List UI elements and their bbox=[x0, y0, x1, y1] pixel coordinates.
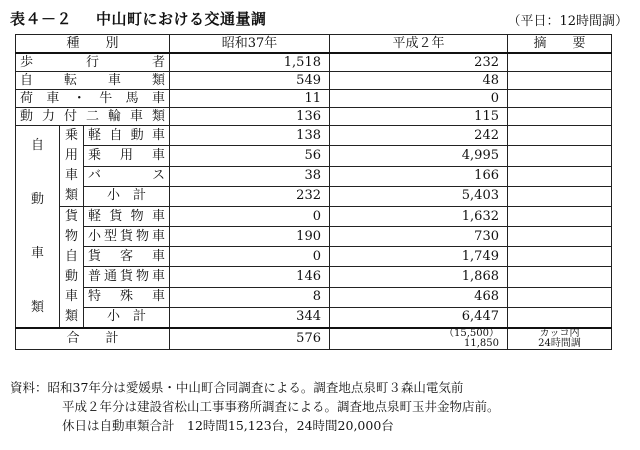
remarks-cell bbox=[508, 207, 612, 227]
row-label: 小 計 bbox=[84, 307, 170, 328]
value-heisei2: 232 bbox=[330, 53, 508, 72]
value-showa37: 136 bbox=[170, 108, 330, 126]
row-label: 軽貨物車 bbox=[84, 207, 170, 227]
total-heisei2 bbox=[330, 328, 508, 350]
row-label: 普通貨物車 bbox=[84, 267, 170, 287]
row-label: バス bbox=[84, 166, 170, 186]
total-row bbox=[16, 328, 612, 350]
total-label: 合 計 bbox=[16, 328, 170, 350]
table-row bbox=[16, 247, 612, 267]
value-heisei2: 1,868 bbox=[330, 267, 508, 287]
total-heisei2-12h: 11,850 bbox=[464, 338, 499, 349]
remarks-cell bbox=[508, 227, 612, 247]
value-heisei2: 730 bbox=[330, 227, 508, 247]
value-heisei2: 242 bbox=[330, 126, 508, 146]
table-row bbox=[16, 227, 612, 247]
row-label: 乗用車 bbox=[84, 146, 170, 166]
value-heisei2: 1,632 bbox=[330, 207, 508, 227]
value-heisei2: 6,447 bbox=[330, 307, 508, 328]
table-row bbox=[16, 126, 612, 146]
traffic-table bbox=[15, 34, 612, 350]
remarks-cell bbox=[508, 307, 612, 328]
remarks-cell bbox=[508, 126, 612, 146]
value-showa37: 8 bbox=[170, 287, 330, 307]
remarks-24h: 24時間調 bbox=[538, 338, 581, 349]
value-showa37: 38 bbox=[170, 166, 330, 186]
source-line-2: 平成２年分は建設省松山工事事務所調査による。調査地点泉町玉井金物店前。 bbox=[62, 399, 500, 414]
group-passenger-label: 乗 用 車 類 bbox=[60, 126, 84, 207]
survey-note: （平日：12時間調） bbox=[507, 14, 628, 29]
remarks-cell bbox=[508, 186, 612, 206]
row-label: 小 計 bbox=[84, 186, 170, 206]
value-showa37: 146 bbox=[170, 267, 330, 287]
row-label: 貨客車 bbox=[84, 247, 170, 267]
remarks-paren: カッコ内 bbox=[539, 328, 580, 339]
table-number: 表４－２ bbox=[10, 10, 73, 28]
table-row bbox=[16, 287, 612, 307]
remarks-cell bbox=[508, 166, 612, 186]
value-heisei2: 5,403 bbox=[330, 186, 508, 206]
value-showa37: 138 bbox=[170, 126, 330, 146]
remarks-cell bbox=[508, 247, 612, 267]
remarks-cell bbox=[508, 90, 612, 108]
table-header-row bbox=[16, 35, 612, 54]
value-heisei2: 48 bbox=[330, 72, 508, 90]
row-label: 特殊車 bbox=[84, 287, 170, 307]
table-row bbox=[16, 186, 612, 206]
header-remarks: 摘 要 bbox=[508, 35, 612, 54]
value-heisei2: 166 bbox=[330, 166, 508, 186]
table-row bbox=[16, 53, 612, 72]
table-row bbox=[16, 72, 612, 90]
total-remarks bbox=[508, 328, 612, 350]
table-row bbox=[16, 267, 612, 287]
total-showa37: 576 bbox=[170, 328, 330, 350]
table-row bbox=[16, 166, 612, 186]
total-heisei2-24h: （15,500） bbox=[444, 328, 499, 339]
table-row bbox=[16, 90, 612, 108]
value-heisei2: 4,995 bbox=[330, 146, 508, 166]
value-showa37: 190 bbox=[170, 227, 330, 247]
value-heisei2: 468 bbox=[330, 287, 508, 307]
table-title-text: 中山町における交通量調 bbox=[96, 10, 267, 28]
value-showa37: 0 bbox=[170, 207, 330, 227]
source-line-1: 資料：昭和37年分は愛媛県・中山町合同調査による。調査地点泉町３森山電気前 bbox=[10, 380, 464, 395]
value-heisei2: 0 bbox=[330, 90, 508, 108]
value-showa37: 232 bbox=[170, 186, 330, 206]
group-auto-label: 自 動 車 類 bbox=[16, 126, 60, 329]
remarks-cell bbox=[508, 108, 612, 126]
table-row bbox=[16, 307, 612, 328]
table-title bbox=[10, 8, 267, 29]
table-row bbox=[16, 146, 612, 166]
row-label: 小型貨物車 bbox=[84, 227, 170, 247]
value-showa37: 549 bbox=[170, 72, 330, 90]
remarks-cell bbox=[508, 53, 612, 72]
header-showa37: 昭和37年 bbox=[170, 35, 330, 54]
value-heisei2: 1,749 bbox=[330, 247, 508, 267]
row-label: 荷車・牛馬車 bbox=[16, 90, 170, 108]
remarks-cell bbox=[508, 267, 612, 287]
value-showa37: 344 bbox=[170, 307, 330, 328]
source-notes bbox=[10, 378, 500, 435]
remarks-cell bbox=[508, 146, 612, 166]
row-label: 動力付二輪車類 bbox=[16, 108, 170, 126]
remarks-cell bbox=[508, 287, 612, 307]
row-label: 自転車類 bbox=[16, 72, 170, 90]
group-freight-label: 貨 物 自 動 車 類 bbox=[60, 207, 84, 329]
row-label: 歩行者 bbox=[16, 53, 170, 72]
value-showa37: 11 bbox=[170, 90, 330, 108]
value-showa37: 56 bbox=[170, 146, 330, 166]
table-row bbox=[16, 108, 612, 126]
source-line-3: 休日は自動車類合計 12時間15,123台，24時間20,000台 bbox=[62, 418, 394, 433]
row-label: 軽自動車 bbox=[84, 126, 170, 146]
remarks-cell bbox=[508, 72, 612, 90]
table-row bbox=[16, 207, 612, 227]
value-showa37: 0 bbox=[170, 247, 330, 267]
value-heisei2: 115 bbox=[330, 108, 508, 126]
value-showa37: 1,518 bbox=[170, 53, 330, 72]
header-heisei2: 平成２年 bbox=[330, 35, 508, 54]
header-kind: 種 別 bbox=[16, 35, 170, 54]
